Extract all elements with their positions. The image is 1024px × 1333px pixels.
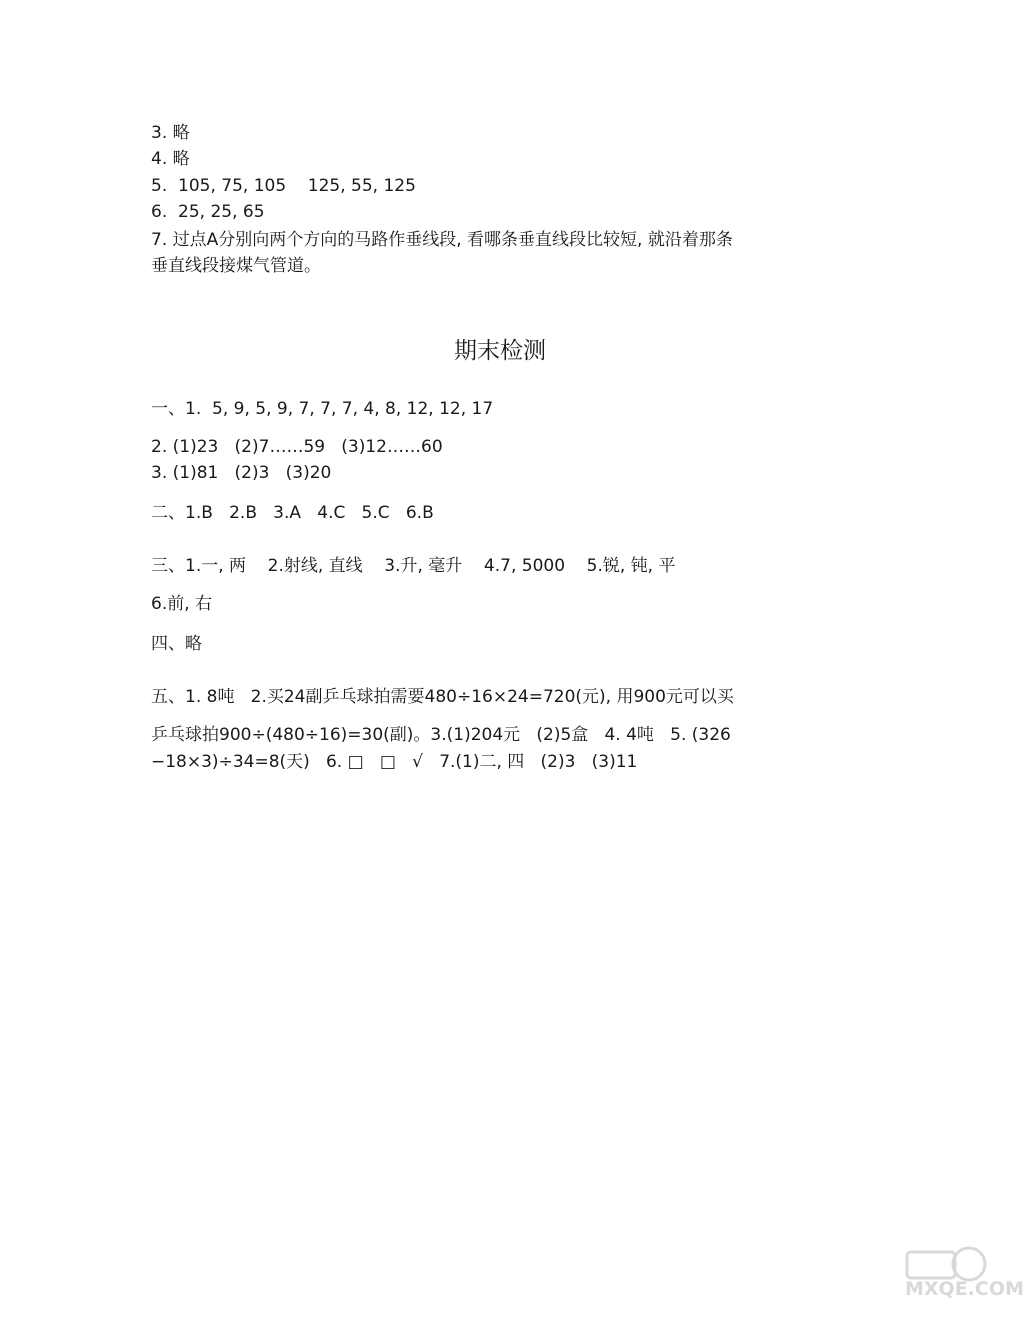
- final-line-6: 6.前, 右: [151, 594, 213, 614]
- final-line-4: 二、1.B 2.B 3.A 4.C 5.C 6.B: [151, 503, 434, 523]
- final-line-5: 三、1.一, 两 2.射线, 直线 3.升, 毫升 4.7, 5000 5.锐, 钝, 平: [151, 556, 676, 576]
- answer-line-3: 3. 略: [151, 123, 190, 143]
- final-line-10: −18×3)÷34=8(天) 6. □ □ √ 7.(1)二, 四 (2)3 (3)11: [151, 752, 638, 772]
- watermark-text: MXQE.COM: [905, 1278, 1024, 1300]
- final-line-8: 五、1. 8吨 2.买24副乒乓球拍需要480÷16×24=720(元), 用900元可以买: [151, 687, 734, 707]
- answer-line-7: 7. 过点A分别向两个方向的马路作垂线段, 看哪条垂直线段比较短, 就沿着那条: [151, 230, 733, 250]
- final-line-2: 2. (1)23 (2)7……59 (3)12……60: [151, 437, 443, 457]
- section-title: 期末检测: [454, 338, 546, 364]
- final-line-1: 一、1. 5, 9, 5, 9, 7, 7, 7, 4, 8, 12, 12, 17: [151, 399, 494, 419]
- answer-line-6: 6. 25, 25, 65: [151, 202, 265, 222]
- answer-line-7-cont: 垂直线段接煤气管道。: [151, 256, 321, 276]
- watermark-logo: [905, 1246, 1024, 1328]
- final-line-9: 乒乓球拍900÷(480÷16)=30(副)。3.(1)204元 (2)5盒 4. 4吨 5. (326: [151, 725, 731, 745]
- final-line-7: 四、略: [151, 634, 202, 654]
- final-line-3: 3. (1)81 (2)3 (3)20: [151, 463, 332, 483]
- answer-line-5: 5. 105, 75, 105 125, 55, 125: [151, 176, 416, 196]
- answer-line-4: 4. 略: [151, 149, 190, 169]
